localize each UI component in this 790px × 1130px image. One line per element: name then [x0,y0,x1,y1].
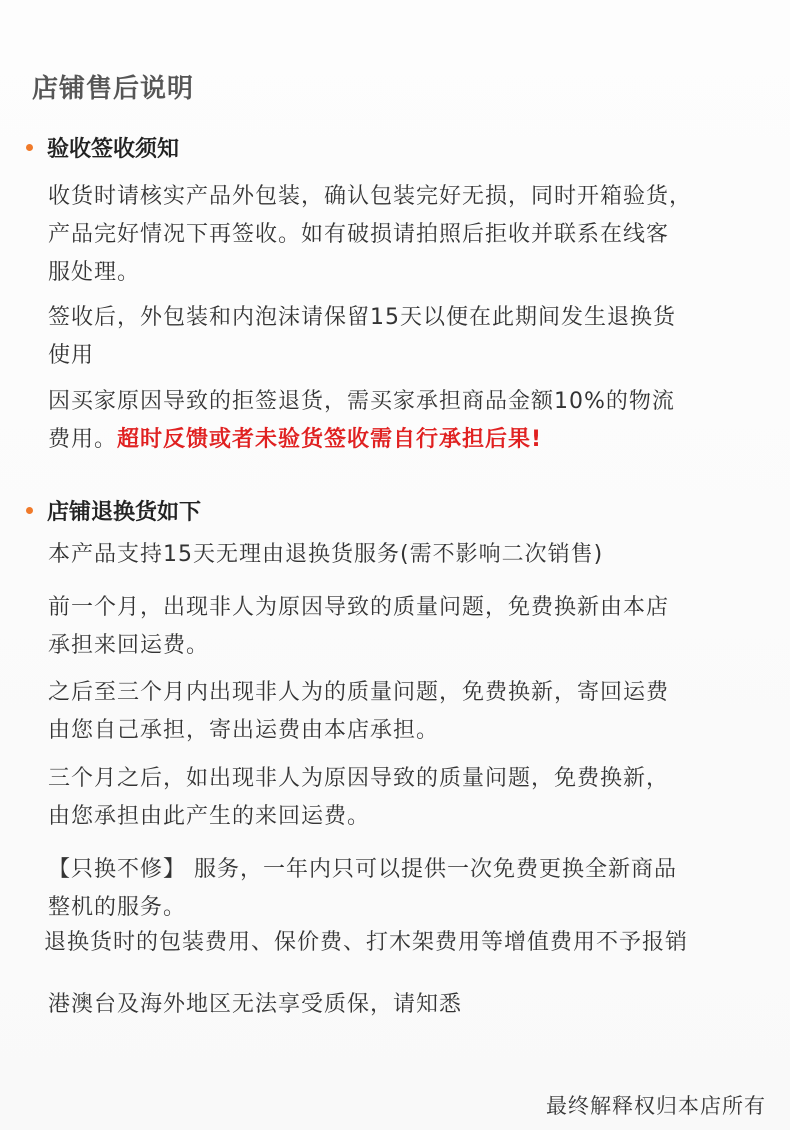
text-line: 本产品支持15天无理由退换货服务(需不影响二次销售) [48,542,604,567]
section-heading-label: 验收签收须知 [47,137,180,162]
text-line: 之后至三个月内出现非人为的质量问题，免费换新，寄回运费 [48,680,670,705]
warning-text: 超时反馈或者未验货签收需自行承担后果! [117,427,543,452]
section-heading-label: 店铺退换货如下 [47,500,202,525]
text-line: 产品完好情况下再签收。如有破损请拍照后拒收并联系在线客 [48,222,670,247]
paragraph-first-month [48,589,768,665]
paragraph-within-three-months [48,674,768,750]
text-line: 收货时请核实产品外包装，确认包装完好无损，同时开箱验货， [48,184,693,209]
paragraph-keep-packaging [48,299,768,375]
paragraph-inspection-check [48,178,768,292]
section-heading-inspection [26,132,179,163]
text-line: 因买家原因导致的拒签退货，需买家承担商品金额10%的物流 [48,389,675,414]
text-line: 三个月之后，如出现非人为原因导致的质量问题，免费换新， [48,766,670,791]
section-heading-returns [26,495,201,526]
paragraph-no-reimbursement [44,924,764,962]
text-line: 由您自己承担，寄出运费由本店承担。 [48,718,440,743]
text-line: 退换货时的包装费用、保价费、打木架费用等增值费用不予报销 [44,930,689,955]
paragraph-refusal-fee [48,383,768,459]
footer-disclaimer: 最终解释权归本店所有 [546,1094,766,1118]
text-line: 承担来回运费。 [48,633,210,658]
bullet-dot-icon [26,144,33,151]
text-line [48,421,768,459]
text-line: 【只换不修】 服务，一年内只可以提供一次免费更换全新商品 [48,857,677,882]
page-title: 店铺售后说明 [32,74,195,104]
text-line: 整机的服务。 [48,895,187,920]
paragraph-after-three-months [48,760,768,836]
text-normal: 费用。 [48,427,118,452]
text-line: 前一个月，出现非人为原因导致的质量问题，免费换新由本店 [48,595,670,620]
paragraph-15-day-return [48,536,768,574]
text-line: 由您承担由此产生的来回运费。 [48,804,371,829]
paragraph-no-warranty-regions [48,986,768,1024]
text-line: 签收后，外包装和内泡沫请保留15天以便在此期间发生退换货 [48,305,676,330]
paragraph-replace-not-repair [48,851,768,927]
text-line: 使用 [48,343,95,368]
text-line: 服处理。 [48,260,141,285]
text-line: 港澳台及海外地区无法享受质保，请知悉 [48,992,463,1017]
bullet-dot-icon [26,507,33,514]
